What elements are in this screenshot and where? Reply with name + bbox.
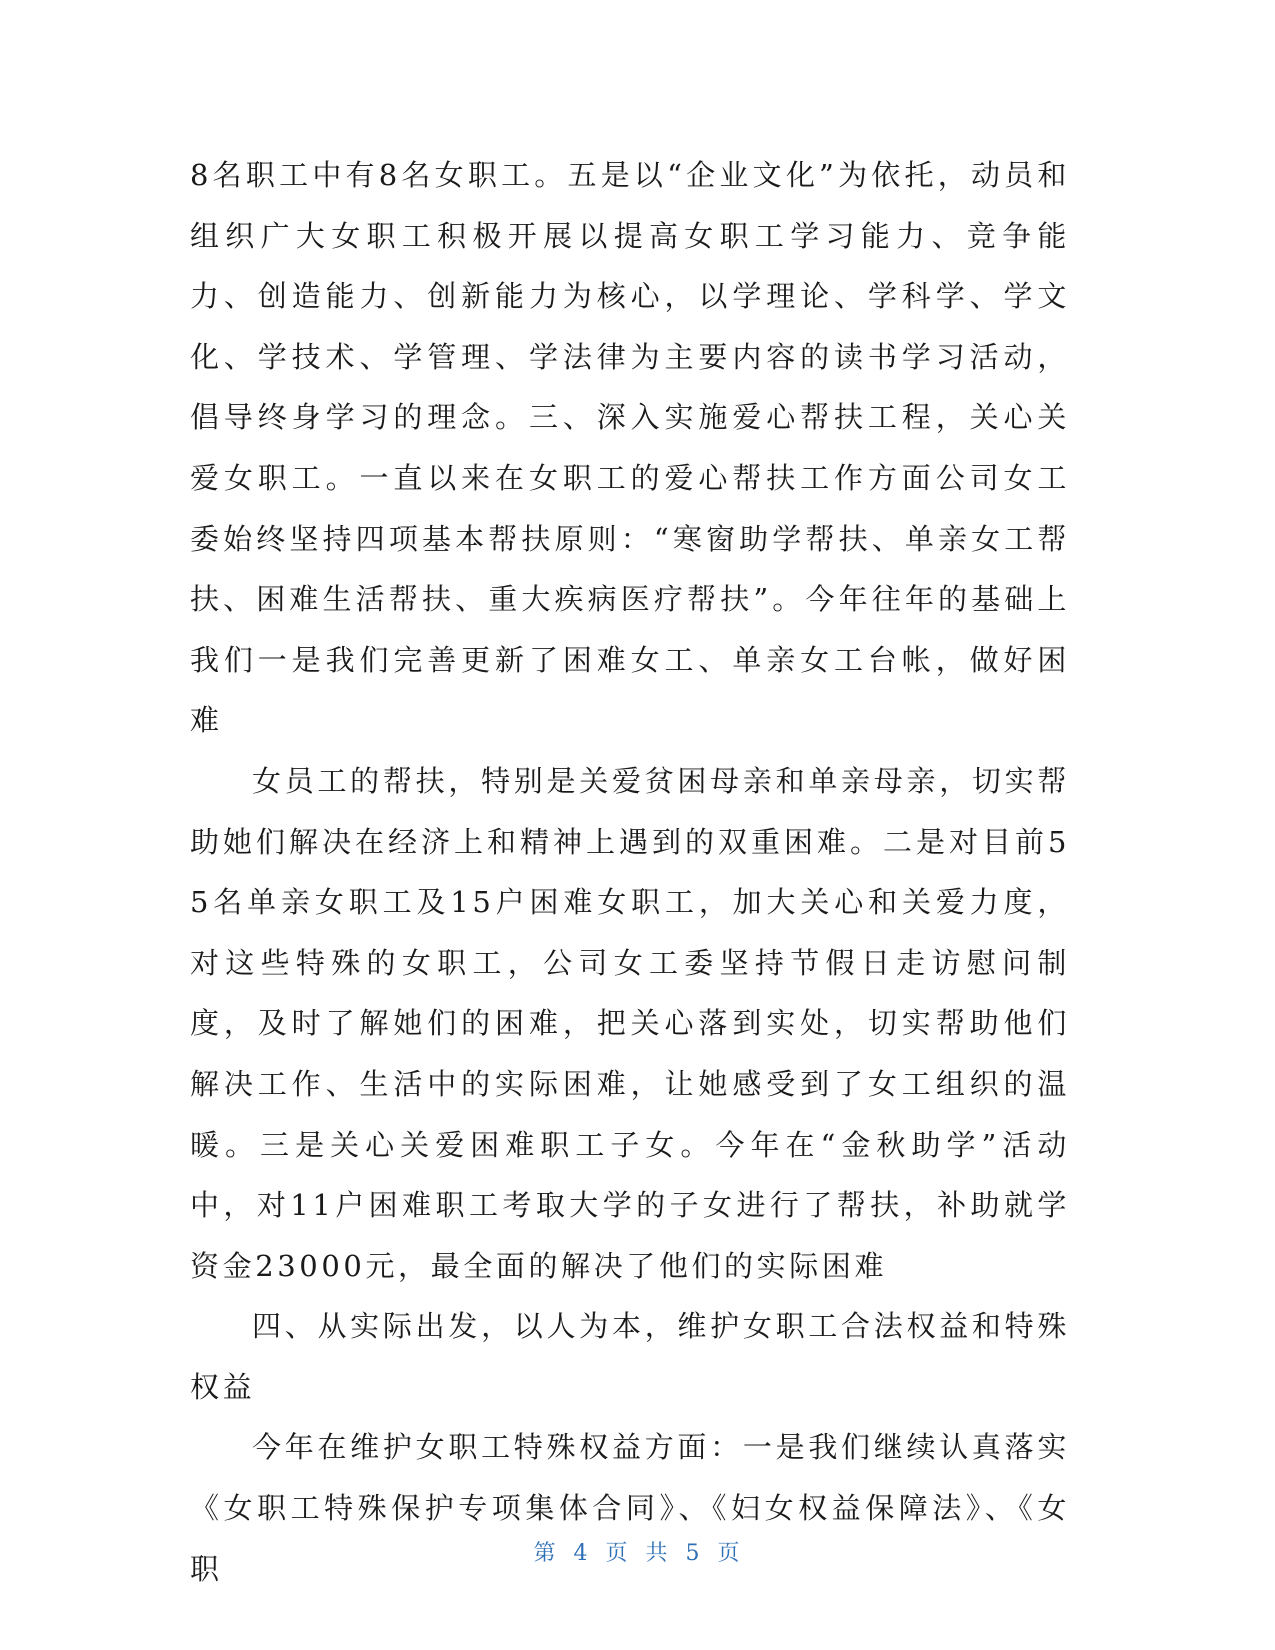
paragraph-2: 女员工的帮扶，特别是关爱贫困母亲和单亲母亲，切实帮助她们解决在经济上和精神上遇到的双重困难。二是对目前55名单亲女职工及15户困难女职工，加大关心和关爱力度，对这些特殊的女职工，公司女工委坚持节假日走访慰问制度，及时了解她们的困难，把关心落到实处，切实帮助他们解决工作、生活中的实际困难，让她感受到了女工组织的温暖。三是关心关爱困难职工子女。今年在“金秋助学”活动中，对11户困难职工考取大学的子女进行了帮扶，补助就学资金23000元，最全面的解决了他们的实际困难 xyxy=(190,763,1070,1283)
footer-current-page: 4 xyxy=(573,1541,590,1566)
footer-total-pages: 5 xyxy=(685,1541,702,1566)
page-footer xyxy=(0,1536,1275,1567)
document-body xyxy=(190,145,1070,1599)
paragraph-1: 8名职工中有8名女职工。五是以“企业文化”为依托，动员和组织广大女职工积极开展以提高女职工学习能力、竞争能力、创造能力、创新能力为核心，以学理论、学科学、学文化、学技术、学管理、学法律为主要内容的读书学习活动，倡导终身学习的理念。三、深入实施爱心帮扶工程，关心关爱女职工。一直以来在女职工的爱心帮扶工作方面公司女工委始终坚持四项基本帮扶原则：“寒窗助学帮扶、单亲女工帮扶、困难生活帮扶、重大疾病医疗帮扶”。今年往年的基础上我们一是我们完善更新了困难女工、单亲女工台帐，做好困难 xyxy=(190,158,1070,738)
paragraph-3-heading: 四、从实际出发，以人为本，维护女职工合法权益和特殊权益 xyxy=(190,1309,1070,1404)
footer-label-di: 第 xyxy=(533,1541,558,1566)
footer-label-ye: 页 xyxy=(605,1541,630,1566)
paragraph-4: 今年在维护女职工特殊权益方面：一是我们继续认真落实《女职工特殊保护专项集体合同》、《妇女权益保障法》、《女职 xyxy=(190,1430,1070,1586)
footer-label-ye-2: 页 xyxy=(717,1541,742,1566)
footer-label-gong: 共 xyxy=(645,1541,670,1566)
